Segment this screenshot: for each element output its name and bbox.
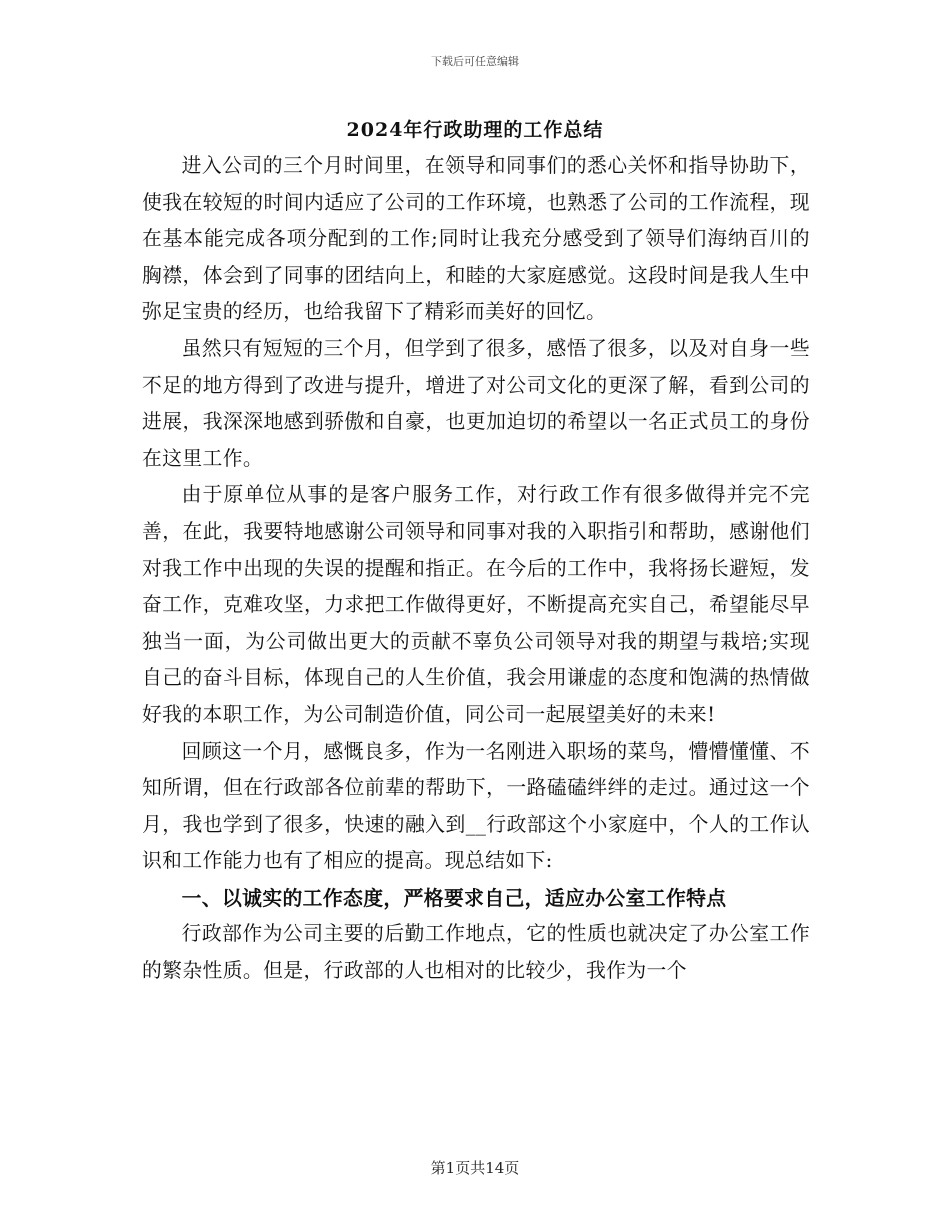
paragraph: 回顾这一个月，感慨良多，作为一名刚进入职场的菜鸟，懵懵懂懂、不知所谓，但在行政部各位前辈的帮助下，一路磕磕绊绊的走过。通过这一个月，我也学到了很多，快速的融入到__行政部这个小家庭中，个人的工作认识和工作能力也有了相应的提高。现总结如下: (142, 739, 810, 873)
paragraph: 虽然只有短短的三个月，但学到了很多，感悟了很多，以及对自身一些不足的地方得到了改进与提升，增进了对公司文化的更深了解，看到公司的进展，我深深地感到骄傲和自豪，也更加迫切的希望以一名正式员工的身份在这里工作。 (142, 336, 810, 470)
paragraph: 行政部作为公司主要的后勤工作地点，它的性质也就决定了办公室工作的繁杂性质。但是，行政部的人也相对的比较少，我作为一个 (142, 922, 810, 983)
page-title: 2024年行政助理的工作总结 (346, 119, 604, 141)
document-body (142, 148, 810, 990)
paragraph: 由于原单位从事的是客户服务工作，对行政工作有很多做得并完不完善，在此，我要特地感谢公司领导和同事对我的入职指引和帮助，感谢他们对我工作中出现的失误的提醒和指正。在今后的工作中，我将扬长避短，发奋工作，克难攻坚，力求把工作做得更好，不断提高充实自己，希望能尽早独当一面，为公司做出更大的贡献不辜负公司领导对我的期望与栽培;实现自己的奋斗目标，体现自己的人生价值，我会用谦虚的态度和饱满的热情做好我的本职工作，为公司制造价值，同公司一起展望美好的未来! (142, 483, 810, 726)
header-note: 下载后可任意编辑 (431, 55, 519, 68)
page-footer: 第1页共14页 (430, 1159, 520, 1177)
section-heading: 一、以诚实的工作态度，严格要求自己，适应办公室工作特点 (181, 885, 727, 910)
paragraph: 进入公司的三个月时间里，在领导和同事们的悉心关怀和指导协助下，使我在较短的时间内适应了公司的工作环境，也熟悉了公司的工作流程，现在基本能完成各项分配到的工作;同时让我充分感受到了领导们海纳百川的胸襟，体会到了同事的团结向上，和睦的大家庭感觉。这段时间是我人生中弥足宝贵的经历，也给我留下了精彩而美好的回忆。 (142, 154, 810, 324)
